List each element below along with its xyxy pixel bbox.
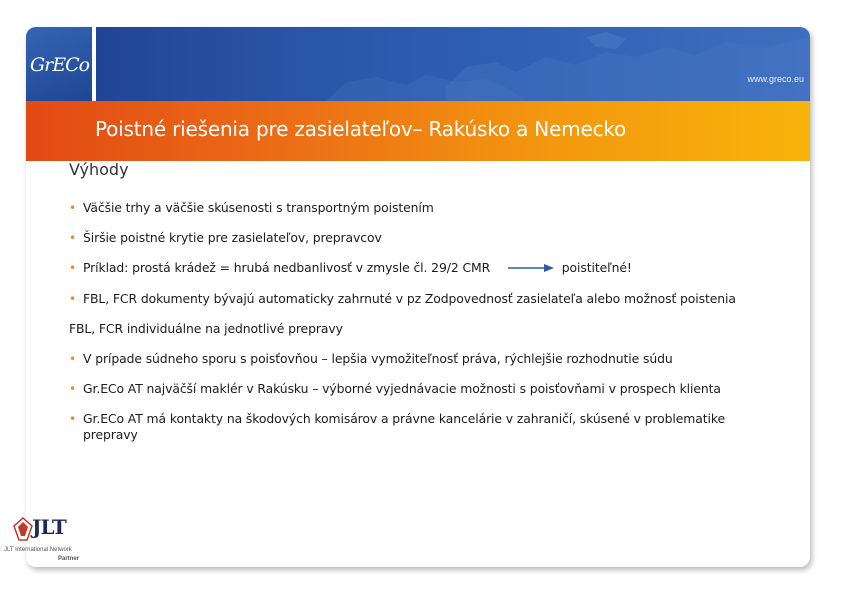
plain-text-line: FBL, FCR individuálne na jednotlivé prepravy <box>69 320 343 336</box>
list-item-text: Väčšie trhy a väčšie skúsenosti s transportným poistením <box>83 200 434 215</box>
bullet-dot-icon: • <box>69 231 76 245</box>
bullet-dot-icon: • <box>69 381 76 396</box>
list-item-text: V prípade súdneho sporu s poisťovňou – lepšia vymožiteľnosť práva, rýchlejšie rozhodnutie súdu <box>83 350 673 366</box>
list-item-text: Gr.ECo AT najväčší maklér v Rakúsku – výborné vyjednávacie možnosti s poisťovňami v prospech klienta <box>83 380 721 396</box>
jlt-network-label: JLT International Network <box>4 547 72 553</box>
bullet-dot-icon: • <box>69 351 76 366</box>
list-item-text: Gr.ECo AT má kontakty na škodových komisárov a právne kancelárie v zahraničí, skúsené v problematike prepravy <box>83 410 725 442</box>
greco-logo <box>26 27 96 101</box>
slide-title: Poistné riešenia pre zasielateľov– Rakúsko a Nemecko <box>95 117 627 141</box>
list-item <box>69 351 774 367</box>
jlt-logo-text: JLT <box>32 515 66 539</box>
bullet-dot-icon: • <box>69 201 76 215</box>
list-item-text: FBL, FCR dokumenty bývajú automaticky zahrnuté v pz Zodpovednosť zasielateľa alebo možnosť poistenia <box>83 290 736 306</box>
list-item <box>69 411 774 443</box>
section-heading: Výhody <box>69 160 129 179</box>
bullet-dot-icon: • <box>69 261 76 275</box>
list-item-text: Príklad: prostá krádež = hrubá nedbanlivosť v zmysle čl. 29/2 CMR <box>83 260 491 275</box>
list-item <box>69 260 774 277</box>
bullet-dot-icon: • <box>69 411 76 426</box>
jlt-partner-label: Partner <box>58 556 80 562</box>
list-item-text: Širšie poistné krytie pre zasielateľov, prepravcov <box>83 230 382 245</box>
content-area <box>69 160 774 457</box>
list-item <box>69 381 774 397</box>
jlt-partner-logo <box>2 508 112 568</box>
jlt-emblem-icon <box>12 516 34 542</box>
europe-map-decoration <box>26 27 810 101</box>
list-item-emphasis: poistiteľné! <box>561 260 632 275</box>
website-url: www.greco.eu <box>747 74 804 84</box>
bullet-dot-icon: • <box>69 291 76 306</box>
title-band <box>26 101 810 161</box>
list-item <box>69 291 774 307</box>
list-item <box>69 200 774 216</box>
list-item <box>69 230 774 246</box>
right-arrow-icon <box>508 261 554 277</box>
header-bar <box>26 27 810 101</box>
greco-logo-text: GrECo <box>30 54 90 76</box>
